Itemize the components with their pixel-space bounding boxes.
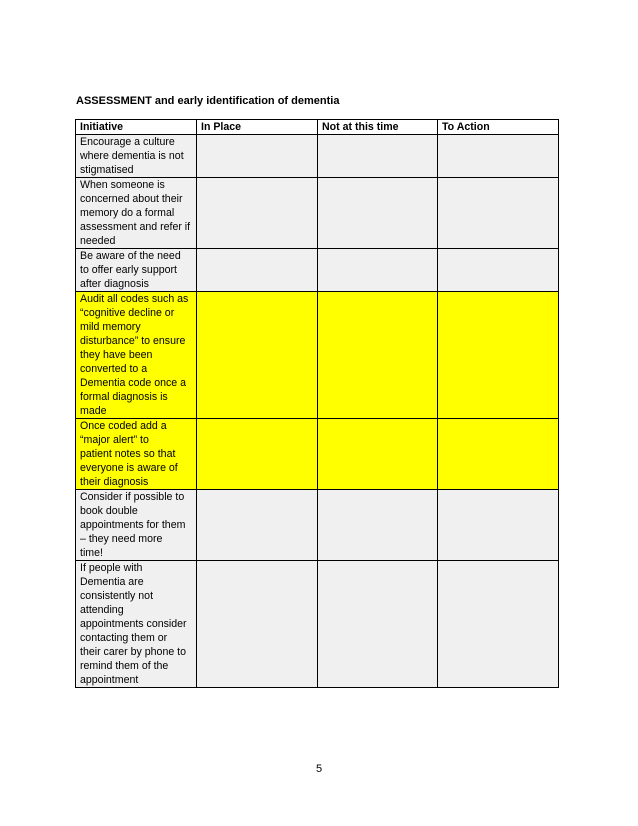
section-heading: ASSESSMENT and early identification of dementia — [76, 95, 340, 107]
column-header-not-at-this-time: Not at this time — [318, 120, 438, 135]
initiative-cell — [76, 419, 197, 490]
initiative-text-line: Consider if possible to — [80, 491, 185, 503]
table-row — [76, 135, 559, 178]
table-header-row — [76, 120, 559, 135]
to-action-cell[interactable] — [438, 419, 559, 490]
not-at-this-time-cell[interactable] — [318, 135, 438, 178]
initiative-text-line: consistently not — [80, 590, 154, 602]
column-header-initiative: Initiative — [76, 120, 197, 135]
in-place-cell[interactable] — [197, 135, 318, 178]
to-action-cell[interactable] — [438, 249, 559, 292]
initiative-cell — [76, 490, 197, 561]
initiative-text-line: contacting them or — [80, 632, 168, 644]
initiative-text-line: needed — [80, 235, 116, 247]
assessment-table — [75, 119, 559, 688]
to-action-cell[interactable] — [438, 490, 559, 561]
initiative-text-line: formal diagnosis is — [80, 391, 168, 403]
table-row — [76, 178, 559, 249]
not-at-this-time-cell[interactable] — [318, 178, 438, 249]
initiative-cell — [76, 249, 197, 292]
initiative-text-line: Be aware of the need — [80, 250, 181, 262]
table-row — [76, 490, 559, 561]
in-place-cell[interactable] — [197, 490, 318, 561]
to-action-cell[interactable] — [438, 561, 559, 688]
initiative-text-line: remind them of the — [80, 660, 169, 672]
not-at-this-time-cell[interactable] — [318, 419, 438, 490]
in-place-cell[interactable] — [197, 249, 318, 292]
initiative-text-line: “cognitive decline or — [80, 307, 175, 319]
column-header-to-action: To Action — [438, 120, 559, 135]
initiative-text-line: appointment — [80, 674, 139, 686]
column-header-in-place: In Place — [197, 120, 318, 135]
initiative-text-line: where dementia is not — [80, 150, 184, 162]
initiative-text-line: time! — [80, 547, 103, 559]
initiative-text-line: made — [80, 405, 107, 417]
initiative-cell — [76, 135, 197, 178]
not-at-this-time-cell[interactable] — [318, 561, 438, 688]
initiative-text-line: When someone is — [80, 179, 165, 191]
initiative-text-line: to offer early support — [80, 264, 177, 276]
initiative-text-line: disturbance” to ensure — [80, 335, 186, 347]
initiative-text-line: Dementia are — [80, 576, 144, 588]
initiative-text-line: their diagnosis — [80, 476, 149, 488]
initiative-text-line: If people with — [80, 562, 143, 574]
in-place-cell[interactable] — [197, 178, 318, 249]
initiative-cell — [76, 178, 197, 249]
not-at-this-time-cell[interactable] — [318, 490, 438, 561]
table-row — [76, 249, 559, 292]
page-number: 5 — [315, 763, 323, 775]
initiative-text-line: after diagnosis — [80, 278, 149, 290]
initiative-text-line: Encourage a culture — [80, 136, 175, 148]
initiative-text-line: stigmatised — [80, 164, 134, 176]
initiative-text-line: everyone is aware of — [80, 462, 178, 474]
initiative-text-line: assessment and refer if — [80, 221, 191, 233]
not-at-this-time-cell[interactable] — [318, 292, 438, 419]
initiative-text-line: mild memory — [80, 321, 141, 333]
initiative-cell — [76, 292, 197, 419]
table-row — [76, 292, 559, 419]
to-action-cell[interactable] — [438, 135, 559, 178]
initiative-text-line: appointments for them — [80, 519, 186, 531]
initiative-text-line: concerned about their — [80, 193, 183, 205]
initiative-text-line: memory do a formal — [80, 207, 175, 219]
not-at-this-time-cell[interactable] — [318, 249, 438, 292]
in-place-cell[interactable] — [197, 561, 318, 688]
initiative-text-line: Once coded add a — [80, 420, 167, 432]
initiative-text-line: appointments consider — [80, 618, 187, 630]
initiative-text-line: “major alert” to — [80, 434, 149, 446]
initiative-text-line: Dementia code once a — [80, 377, 187, 389]
initiative-cell — [76, 561, 197, 688]
initiative-text-line: converted to a — [80, 363, 148, 375]
table-row — [76, 419, 559, 490]
initiative-text-line: patient notes so that — [80, 448, 176, 460]
initiative-text-line: – they need more — [80, 533, 163, 545]
initiative-text-line: attending — [80, 604, 124, 616]
initiative-text-line: they have been — [80, 349, 153, 361]
to-action-cell[interactable] — [438, 292, 559, 419]
in-place-cell[interactable] — [197, 419, 318, 490]
to-action-cell[interactable] — [438, 178, 559, 249]
table-row — [76, 561, 559, 688]
initiative-text-line: book double — [80, 505, 138, 517]
in-place-cell[interactable] — [197, 292, 318, 419]
initiative-text-line: their carer by phone to — [80, 646, 186, 658]
initiative-text-line: Audit all codes such as — [80, 293, 189, 305]
